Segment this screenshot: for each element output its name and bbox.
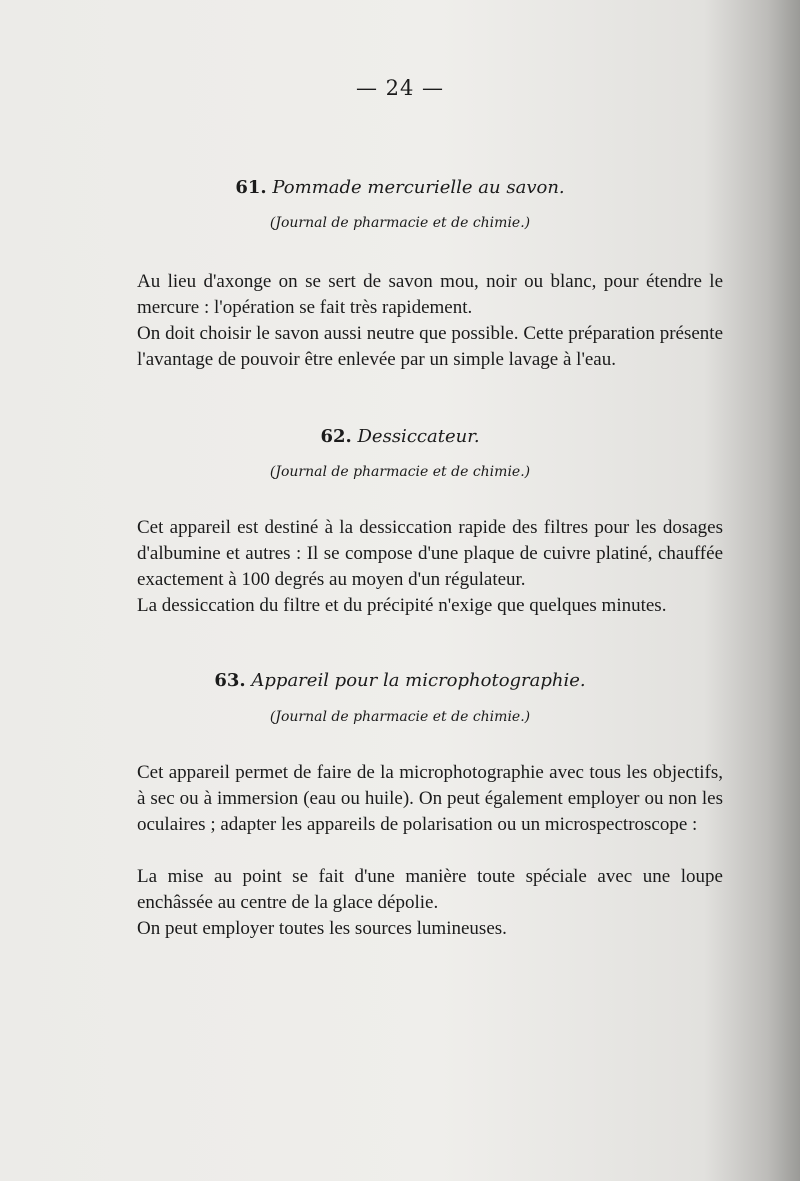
section-number: 61. xyxy=(235,177,267,198)
section-61-paragraph-2: On doit choisir le savon aussi neutre que possible. Cette préparation présente l'avantage de pouvoir être enlevée par un simple lavage à l'eau. xyxy=(137,323,723,370)
section-title: Dessiccateur. xyxy=(357,426,480,447)
section-62-paragraph-1: Cet appareil est destiné à la dessiccation rapide des filtres pour les dosages d'albumine et autres : Il se compose d'une plaque de cuivre platiné, chauffée exactement à 100 degrés au moyen d'un régulateur. xyxy=(137,517,723,590)
section-title: Appareil pour la microphotographie. xyxy=(251,670,586,691)
section-63-paragraph-1: Cet appareil permet de faire de la microphotographie avec tous les objectifs, à sec ou à immersion (eau ou huile). On peut également employer ou non les oculaires ; adapter les appareils de polarisation ou un microspectroscope : xyxy=(137,762,723,835)
section-63-paragraph-3: On peut employer toutes les sources lumineuses. xyxy=(137,918,507,939)
section-62-heading xyxy=(0,426,800,447)
section-61-source: (Journal de pharmacie et de chimie.) xyxy=(269,215,531,231)
section-61-heading xyxy=(0,177,800,198)
section-61-paragraph-1: Au lieu d'axonge on se sert de savon mou, noir ou blanc, pour étendre le mercure : l'opération se fait très rapidement. xyxy=(137,271,723,318)
section-number: 62. xyxy=(320,426,352,447)
page-number: — 24 — xyxy=(355,76,445,100)
section-62-source: (Journal de pharmacie et de chimie.) xyxy=(269,464,531,480)
section-title: Pommade mercurielle au savon. xyxy=(272,177,565,198)
section-63-source: (Journal de pharmacie et de chimie.) xyxy=(269,709,531,725)
section-63-heading xyxy=(0,670,800,691)
section-63-paragraph-2: La mise au point se fait d'une manière toute spéciale avec une loupe enchâssée au centre de la glace dépolie. xyxy=(137,866,723,913)
section-number: 63. xyxy=(214,670,246,691)
section-62-paragraph-2: La dessiccation du filtre et du précipité n'exige que quelques minutes. xyxy=(137,595,667,616)
